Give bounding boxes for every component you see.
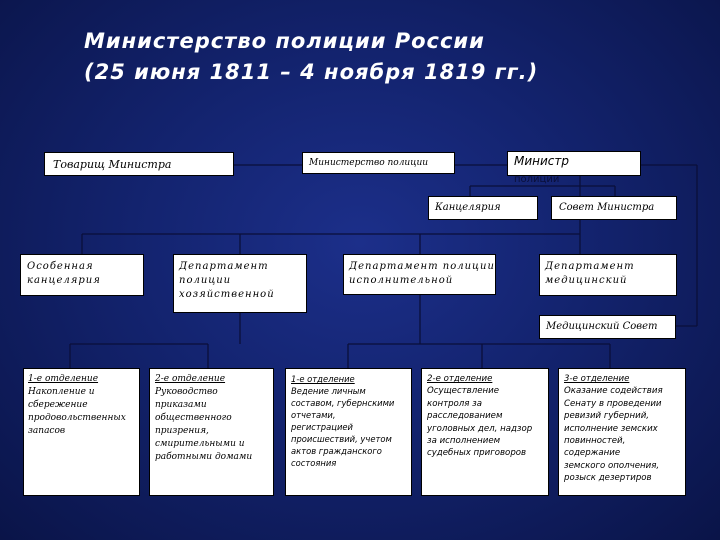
minister-label: Министр	[514, 154, 570, 168]
council-label: Совет Министра	[559, 202, 655, 213]
section-title: 1-е отделение	[28, 374, 99, 384]
section-title: 1-е отделение	[291, 374, 355, 384]
section-box: 3-е отделение Оказание содействия Сенату в проведении ревизий губерний, исполнение земских повинностей, содержание земского ополчения, розыск дезертиров	[558, 368, 686, 496]
chancery-box	[428, 196, 538, 220]
section-box: 1-е отделение Ведение личным составом, губернскими отчетами, регистрацией происшествий, учетом актов гражданского состояния	[285, 368, 412, 496]
medical-council-label: Медицинский Совет	[546, 321, 658, 332]
ministry-box	[302, 152, 455, 174]
section-title: 3-е отделение	[564, 374, 630, 384]
section-box: 2-е отделение Осуществление контроля за расследованием уголовных дел, надзор за исполнением судебных приговоров	[421, 368, 549, 496]
minister-subtitle: полиции	[514, 174, 560, 185]
title-line-1: Министерство полиции России	[84, 29, 485, 53]
section-title: 2-е отделение	[155, 374, 226, 384]
ministry-label: Министерство полиции	[309, 158, 429, 168]
special-chancery-box: Особенная канцелярия	[20, 254, 144, 296]
medical-department-box: Департамент медицинский	[539, 254, 677, 296]
section-box: 2-е отделение Руководство приказами общественного призрения, смирительными и работными домами	[149, 368, 274, 496]
section-box: 1-е отделение Накопление и сбережение продовольственных запасов	[23, 368, 140, 496]
title-line-2: (25 июня 1811 – 4 ноября 1819 гг.)	[84, 60, 539, 84]
council-box	[551, 196, 677, 220]
chancery-label: Канцелярия	[435, 202, 501, 213]
executive-police-department-box: Департамент полиции исполнительной	[343, 254, 496, 295]
medical-council-box	[539, 315, 676, 339]
deputy-minister-label: Товарищ Министра	[53, 158, 172, 171]
economic-police-department-box: Департамент полиции хозяйственной	[173, 254, 307, 313]
minister-box	[507, 151, 641, 176]
deputy-minister-box	[44, 152, 234, 176]
section-title: 2-е отделение	[427, 374, 493, 384]
